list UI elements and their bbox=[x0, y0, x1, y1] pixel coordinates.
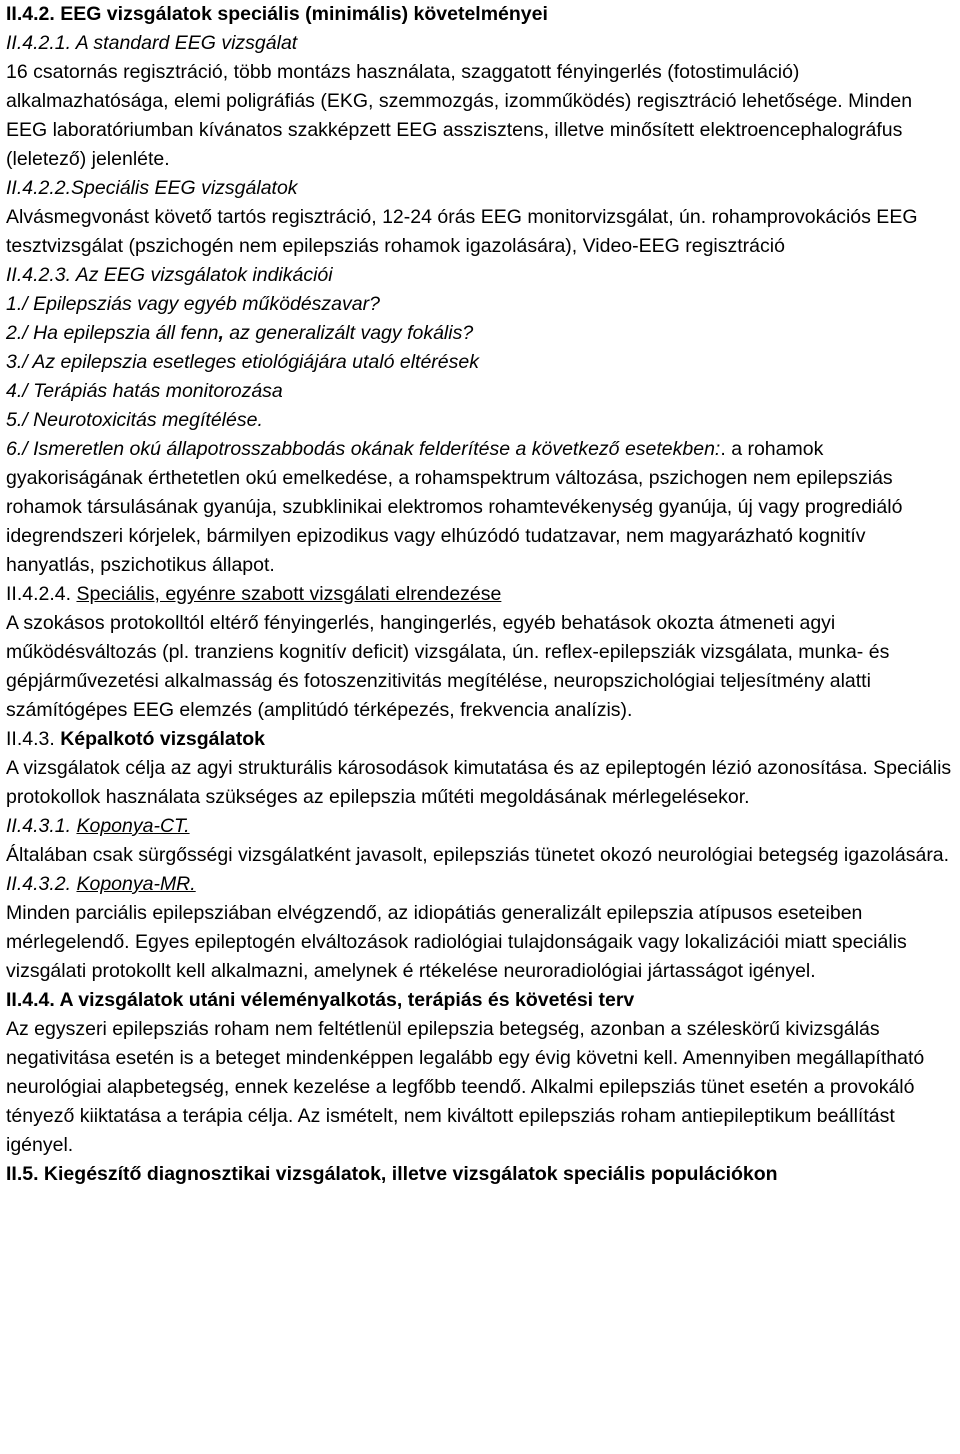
indication-item-2 bbox=[6, 319, 956, 348]
subsection-heading-special-eeg: II.4.2.2.Speciális EEG vizsgálatok bbox=[6, 177, 298, 199]
indication-item-5: 5./ Neurotoxicitás megítélése. bbox=[6, 409, 263, 431]
indication-item-6-lead: 6./ Ismeretlen okú állapotrosszabbodás okának felderítése a következő esetekben: bbox=[6, 438, 721, 460]
subsection-heading-standard-eeg: II.4.2.1. A standard EEG vizsgálat bbox=[6, 32, 298, 54]
subsection-number: II.4.2.4. bbox=[6, 583, 72, 605]
paragraph-followup: Az egyszeri epilepsziás roham nem feltétlenül epilepszia betegség, azonban a széleskörű kivizsgálás negativitása esetén is a beteget mindenképpen legalább egy évig követni kell. Amennyiben megállapítható neurológiai alapbetegség, ennek kezelése a legfőbb teendő. Alkalmi epilepsziás tünet esetén a provokáló tényező kiiktatása a terápia célja. Az ismételt, nem kiváltott epilepsziás roham antiepileptikum beállítást igényel. bbox=[6, 1018, 925, 1156]
indication-item-4: 4./ Terápiás hatás monitorozása bbox=[6, 380, 283, 402]
indication-item-6-body: . a rohamok gyakoriságának érthetetlen okú emelkedése, a rohamspektrum változása, pszichogen nem epilepsziás rohamok társulásának gyanúja, szubklinikai elektromos rohamtevékenység gyanúja, új vagy progrediáló idegrendszeri kórjelek, bármilyen epizodikus vagy elhúzódó tudatzavar, nem magyarázható kognitív hanyatlás, pszichotikus állapot. bbox=[6, 438, 903, 576]
indication-item-2-part2: az generalizált vagy fokális? bbox=[223, 322, 474, 344]
section-heading-imaging bbox=[6, 725, 956, 754]
subsection-title: Speciális, egyénre szabott vizsgálati elrendezése bbox=[76, 583, 502, 605]
paragraph-standard-eeg: 16 csatornás regisztráció, több montázs használata, szaggatott fényingerlés (fotostimuláció) alkalmazhatósága, elemi poligráfiás (EKG, szemmozgás, izomműködés) regisztráció lehetősége. Minden EEG laboratóriumban kívánatos szakképzett EEG asszisztens, illetve minősített elektroencephalográfus (leletező) jelenléte. bbox=[6, 61, 913, 170]
indication-item-1: 1./ Epilepsziás vagy egyéb működészavar? bbox=[6, 293, 380, 315]
section-title: Képalkotó vizsgálatok bbox=[60, 728, 266, 750]
section-number: II.4.3. bbox=[6, 728, 55, 750]
subsection-heading-mr bbox=[6, 870, 956, 899]
section-title: EEG vizsgálatok speciális (minimális) követelményei bbox=[60, 3, 548, 25]
subsection-title: Koponya-CT. bbox=[76, 815, 190, 837]
section-heading-followup: II.4.4. A vizsgálatok utáni véleményalkotás, terápiás és követési terv bbox=[6, 989, 635, 1011]
subsection-heading-ct bbox=[6, 812, 956, 841]
subsection-number: II.4.3.1. bbox=[6, 815, 72, 837]
section-heading-supplementary: II.5. Kiegészítő diagnosztikai vizsgálatok, illetve vizsgálatok speciális populációkon bbox=[6, 1163, 778, 1185]
indication-item-2-part1: 2./ Ha epilepszia áll fenn bbox=[6, 322, 219, 344]
paragraph-imaging: A vizsgálatok célja az agyi strukturális károsodások kimutatása és az epileptogén lézió azonosítása. Speciális protokollok használata szükséges az epilepszia műtéti megoldásának mérlegelésekor. bbox=[6, 757, 952, 808]
indication-item-6 bbox=[6, 435, 956, 580]
subsection-number: II.4.3.2. bbox=[6, 873, 72, 895]
subsection-heading-individual-setup bbox=[6, 580, 956, 609]
paragraph-mr: Minden parciális epilepsziában elvégzendő, az idiopátiás generalizált epilepszia atípusos eseteiben mérlegelendő. Egyes epileptogén elváltozások radiológiai tulajdonságaik vagy lokalizációi miatt speciális vizsgálati protokollt kell alkalmazni, amelynek é rtékelése neuroradiológiai jártasságot igényel. bbox=[6, 902, 907, 982]
indication-item-2-comma: , bbox=[218, 322, 224, 344]
paragraph-individual-setup: A szokásos protokolltól eltérő fényingerlés, hangingerlés, egyéb behatások okozta átmeneti agyi működésváltozás (pl. tranziens kognitív deficit) vizsgálata, ún. reflex-epilepsziák vizsgálata, munka- és gépjárművezetési alkalmasság és fotoszenzitivitás megítélése, neuropszichológiai teljesítmény alatti számítógépes EEG elemzés (amplitúdó térképezés, frekvencia analízis). bbox=[6, 612, 890, 721]
section-number: II.4.2. bbox=[6, 3, 55, 25]
document-page bbox=[6, 0, 956, 1189]
paragraph-special-eeg: Alvásmegvonást követő tartós regisztráció, 12-24 órás EEG monitorvizsgálat, ún. rohamprovokációs EEG tesztvizsgálat (pszichogén nem epilepsziás rohamok igazolására), Video-EEG regisztráció bbox=[6, 206, 918, 257]
subsection-heading-eeg-indications: II.4.2.3. Az EEG vizsgálatok indikációi bbox=[6, 264, 333, 286]
paragraph-ct: Általában csak sürgősségi vizsgálatként javasolt, epilepsziás tünetet okozó neurológiai betegség igazolására. bbox=[6, 844, 950, 866]
indication-item-3: 3./ Az epilepszia esetleges etiológiájára utaló eltérések bbox=[6, 351, 479, 373]
subsection-title: Koponya-MR. bbox=[76, 873, 196, 895]
section-heading-2-eeg-requirements bbox=[6, 0, 956, 29]
